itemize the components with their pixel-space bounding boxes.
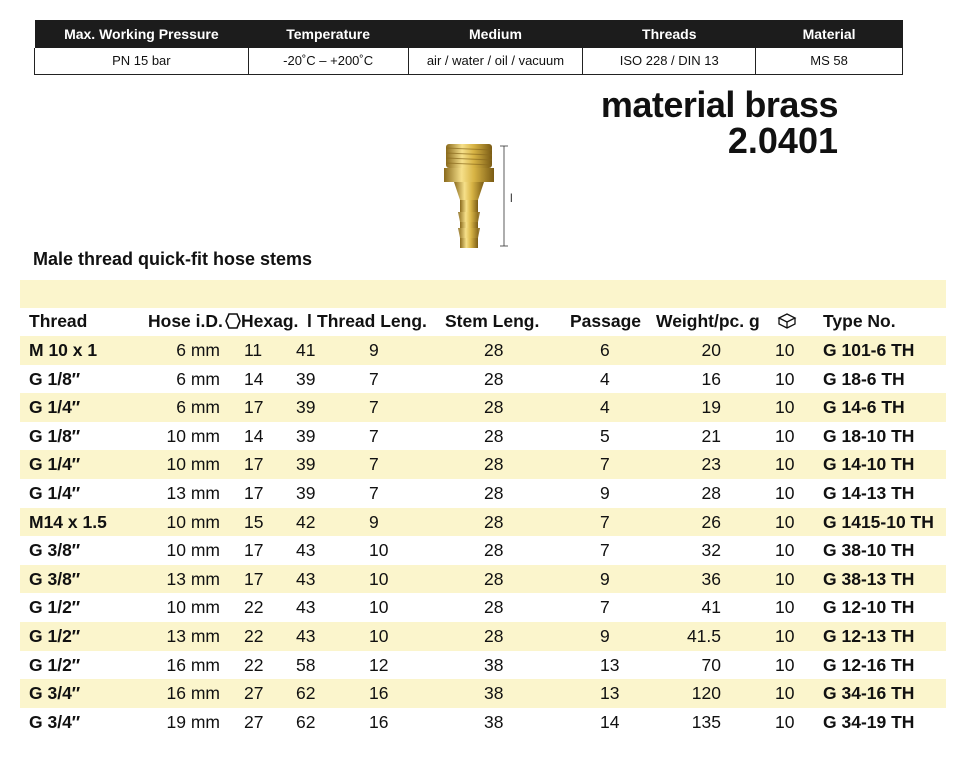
cell-hose-id: 16 mm (166, 654, 220, 675)
cell-thread: G 1/8″ (29, 425, 81, 446)
hose-stem-image (436, 140, 526, 250)
spec-value-row (35, 48, 903, 74)
cell-hose-id: 10 mm (166, 597, 220, 618)
cell-hexagon: 15 (244, 511, 264, 532)
spec-value-temperature: -20˚C – +200˚C (248, 48, 408, 74)
cell-thread-length: 10 (369, 626, 389, 646)
col-length: l (307, 311, 312, 331)
cell-hose-id: 6 mm (176, 368, 220, 389)
cell-passage: 9 (600, 483, 610, 503)
cell-length: 58 (296, 654, 316, 675)
spec-table (34, 20, 903, 75)
spec-header-row (35, 20, 903, 48)
cell-stem-length: 28 (484, 511, 504, 532)
cell-pack-qty: 10 (775, 368, 795, 389)
cell-hose-id: 13 mm (166, 483, 220, 503)
cell-pack-qty: 10 (775, 454, 795, 475)
cell-stem-length: 28 (484, 368, 504, 389)
cell-hexagon: 27 (244, 683, 264, 704)
cell-passage: 9 (600, 626, 610, 646)
cell-pack-qty: 10 (775, 654, 795, 675)
cell-hose-id: 10 mm (166, 540, 220, 561)
cell-passage: 4 (600, 397, 610, 418)
cell-type-no: G 14-13 TH (823, 483, 915, 503)
cell-hexagon: 17 (244, 397, 264, 418)
cell-thread-length: 9 (369, 340, 379, 360)
table-row (20, 536, 946, 565)
cell-length: 39 (296, 425, 316, 446)
cell-passage: 14 (600, 711, 620, 732)
cell-type-no: G 38-13 TH (823, 568, 915, 589)
cell-hexagon: 17 (244, 483, 264, 503)
cell-weight: 23 (701, 454, 721, 475)
cell-hexagon: 17 (244, 454, 264, 475)
cell-hose-id: 6 mm (176, 397, 220, 418)
section-heading: Male thread quick-fit hose stems (33, 249, 313, 269)
cell-weight: 41 (701, 597, 721, 618)
package-icon (777, 313, 797, 334)
cell-type-no: G 101-6 TH (823, 340, 915, 360)
table-row (20, 365, 946, 394)
cell-length: 43 (296, 540, 316, 561)
cell-weight: 70 (701, 654, 721, 675)
cell-passage: 4 (600, 368, 610, 389)
cell-pack-qty: 10 (775, 397, 795, 418)
cell-passage: 7 (600, 454, 610, 475)
table-row (20, 479, 946, 508)
cell-stem-length: 28 (484, 397, 504, 418)
cell-stem-length: 38 (484, 711, 504, 732)
cell-thread-length: 10 (369, 568, 389, 589)
col-passage: Passage (570, 311, 642, 331)
cell-length: 39 (296, 397, 316, 418)
cell-type-no: G 14-6 TH (823, 397, 905, 418)
cell-type-no: G 34-19 TH (823, 711, 915, 732)
table-row (20, 393, 946, 422)
cell-hexagon: 17 (244, 540, 264, 561)
cell-thread-length: 9 (369, 511, 379, 532)
cell-type-no: G 34-16 TH (823, 683, 915, 704)
spec-value-threads: ISO 228 / DIN 13 (583, 48, 756, 74)
spec-header-pressure: Max. Working Pressure (35, 20, 249, 48)
cell-type-no: G 38-10 TH (823, 540, 915, 561)
cell-passage: 7 (600, 597, 610, 618)
cell-passage: 6 (600, 340, 610, 360)
spec-value-material: MS 58 (756, 48, 903, 74)
cell-stem-length: 38 (484, 654, 504, 675)
cell-thread-length: 16 (369, 683, 389, 704)
cell-stem-length: 28 (484, 340, 504, 360)
cell-type-no: G 14-10 TH (823, 454, 915, 475)
cell-type-no: G 12-16 TH (823, 654, 915, 675)
cell-weight: 28 (701, 483, 721, 503)
col-thread-length: Thread Leng. (317, 311, 427, 331)
cell-thread: G 1/4″ (29, 483, 81, 503)
cell-thread-length: 7 (369, 368, 379, 389)
cell-hose-id: 6 mm (176, 340, 220, 360)
cell-weight: 36 (701, 568, 721, 589)
cell-passage: 13 (600, 683, 620, 704)
cell-thread: G 1/2″ (29, 597, 81, 618)
cell-weight: 135 (691, 711, 721, 732)
cell-hexagon: 14 (244, 425, 264, 446)
cell-passage: 13 (600, 654, 620, 675)
cell-stem-length: 28 (484, 454, 504, 475)
cell-hexagon: 22 (244, 626, 264, 646)
cell-thread-length: 10 (369, 597, 389, 618)
cell-hose-id: 19 mm (166, 711, 220, 732)
table-row (20, 508, 946, 537)
cell-weight: 20 (701, 340, 721, 360)
article-number: 2.0401 (727, 120, 838, 161)
col-type-no: Type No. (823, 311, 896, 331)
cell-hexagon: 17 (244, 568, 264, 589)
cell-stem-length: 28 (484, 540, 504, 561)
cell-weight: 41.5 (686, 626, 721, 646)
cell-thread: G 1/2″ (29, 654, 81, 675)
cell-length: 43 (296, 597, 316, 618)
cell-hose-id: 16 mm (166, 683, 220, 704)
cell-thread: M14 x 1.5 (29, 511, 107, 532)
spec-header-threads: Threads (583, 20, 756, 48)
cell-length: 43 (296, 568, 316, 589)
cell-length: 62 (296, 711, 316, 732)
cell-thread-length: 7 (369, 425, 379, 446)
table-row (20, 651, 946, 680)
table-row (20, 565, 946, 594)
spec-header-material: Material (756, 20, 903, 48)
cell-passage: 5 (600, 425, 610, 446)
cell-passage: 9 (600, 568, 610, 589)
cell-thread-length: 16 (369, 711, 389, 732)
cell-thread: G 3/4″ (29, 683, 81, 704)
col-thread: Thread (29, 311, 88, 331)
spec-header-temperature: Temperature (248, 20, 408, 48)
col-stem-length: Stem Leng. (445, 311, 540, 331)
table-row (20, 679, 946, 708)
cell-length: 41 (296, 340, 316, 360)
cell-length: 62 (296, 683, 316, 704)
cell-thread: G 3/8″ (29, 540, 81, 561)
cell-hose-id: 10 mm (166, 511, 220, 532)
cell-length: 39 (296, 454, 316, 475)
cell-thread: G 1/4″ (29, 454, 81, 475)
cell-length: 43 (296, 626, 316, 646)
cell-stem-length: 28 (484, 483, 504, 503)
cell-passage: 7 (600, 540, 610, 561)
cell-thread: M 10 x 1 (29, 340, 98, 360)
cell-stem-length: 28 (484, 568, 504, 589)
cell-type-no: G 1415-10 TH (823, 511, 934, 532)
cell-thread-length: 7 (369, 454, 379, 475)
cell-hexagon: 14 (244, 368, 264, 389)
cell-pack-qty: 10 (775, 511, 795, 532)
cell-type-no: G 12-13 TH (823, 626, 915, 646)
cell-weight: 120 (691, 683, 721, 704)
cell-thread-length: 12 (369, 654, 389, 675)
cell-hose-id: 10 mm (166, 425, 220, 446)
cell-passage: 7 (600, 511, 610, 532)
cell-pack-qty: 10 (775, 483, 795, 503)
cell-pack-qty: 10 (775, 626, 795, 646)
cell-pack-qty: 10 (775, 540, 795, 561)
cell-pack-qty: 10 (775, 683, 795, 704)
cell-stem-length: 38 (484, 683, 504, 704)
cell-weight: 32 (701, 540, 721, 561)
col-weight: Weight/pc. g (656, 311, 760, 331)
table-top-band (20, 280, 946, 308)
cell-hexagon: 27 (244, 711, 264, 732)
cell-weight: 21 (701, 425, 721, 446)
table-row (20, 336, 946, 365)
cell-thread: G 3/4″ (29, 711, 81, 732)
table-row (20, 450, 946, 479)
table-row (20, 593, 946, 622)
col-hose-id: Hose i.D. (148, 311, 223, 331)
cell-length: 39 (296, 368, 316, 389)
cell-weight: 19 (701, 397, 721, 418)
cell-type-no: G 18-10 TH (823, 425, 915, 446)
cell-thread-length: 7 (369, 397, 379, 418)
cell-thread-length: 10 (369, 540, 389, 561)
cell-type-no: G 18-6 TH (823, 368, 905, 389)
dimension-label: l (510, 191, 513, 205)
cell-hose-id: 13 mm (166, 626, 220, 646)
cell-hexagon: 22 (244, 597, 264, 618)
cell-hexagon: 22 (244, 654, 264, 675)
cell-thread-length: 7 (369, 483, 379, 503)
cell-weight: 26 (701, 511, 721, 532)
material-title: material brass (600, 84, 838, 125)
cell-pack-qty: 10 (775, 425, 795, 446)
table-row (20, 622, 946, 651)
cell-pack-qty: 10 (775, 568, 795, 589)
cell-pack-qty: 10 (775, 711, 795, 732)
cell-length: 42 (296, 511, 316, 532)
cell-hexagon: 11 (244, 340, 263, 360)
spec-value-pressure: PN 15 bar (35, 48, 249, 74)
cell-thread: G 3/8″ (29, 568, 81, 589)
spec-header-medium: Medium (408, 20, 583, 48)
cell-stem-length: 28 (484, 425, 504, 446)
hexagon-icon (225, 313, 241, 334)
cell-type-no: G 12-10 TH (823, 597, 915, 618)
table-row (20, 422, 946, 451)
cell-hose-id: 13 mm (166, 568, 220, 589)
table-header-row (20, 308, 946, 336)
cell-stem-length: 28 (484, 626, 504, 646)
cell-stem-length: 28 (484, 597, 504, 618)
cell-hose-id: 10 mm (166, 454, 220, 475)
cell-length: 39 (296, 483, 316, 503)
cell-thread: G 1/4″ (29, 397, 81, 418)
cell-pack-qty: 10 (775, 340, 795, 360)
col-hexagon: Hexag. (241, 311, 299, 331)
cell-thread: G 1/8″ (29, 368, 81, 389)
cell-weight: 16 (701, 368, 721, 389)
spec-value-medium: air / water / oil / vacuum (408, 48, 583, 74)
table-row (20, 708, 946, 737)
cell-pack-qty: 10 (775, 597, 795, 618)
cell-thread: G 1/2″ (29, 626, 81, 646)
